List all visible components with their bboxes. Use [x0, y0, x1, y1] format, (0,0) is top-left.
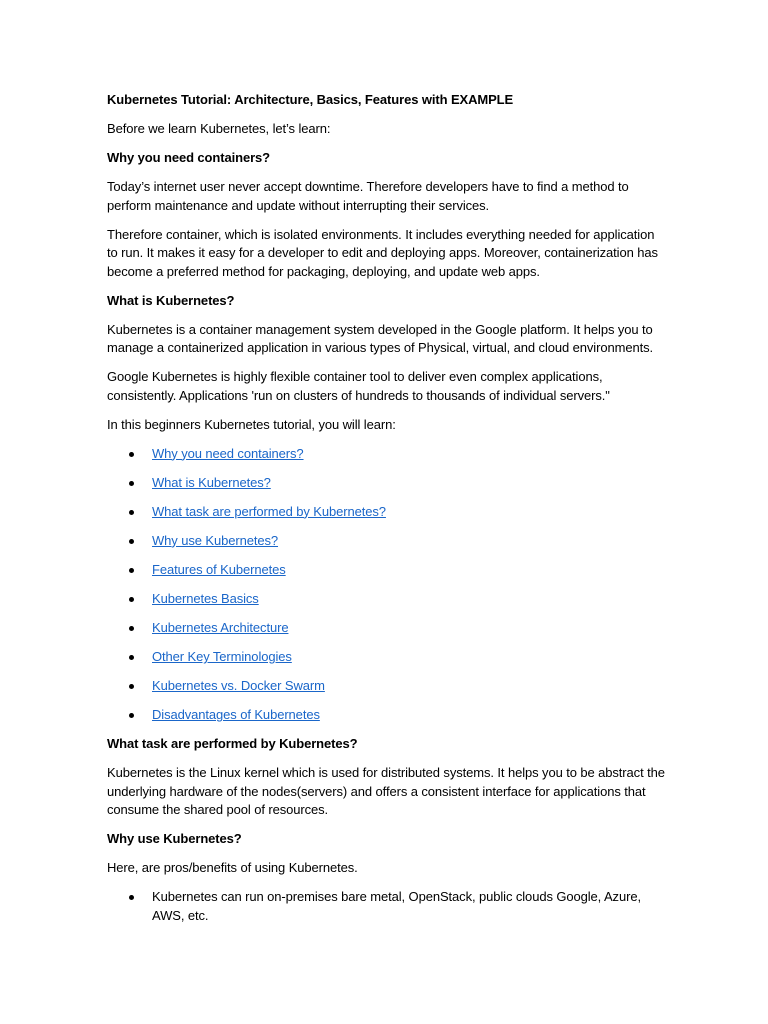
heading-what-is-kubernetes: What is Kubernetes? [107, 292, 235, 308]
toc-link-terminologies[interactable]: Other Key Terminologies [152, 649, 292, 665]
why-use-paragraph: Here, are pros/benefits of using Kubernetes. [107, 860, 358, 876]
benefit-item [107, 888, 667, 925]
bullet-icon [129, 481, 134, 486]
toc-link-tasks[interactable]: What task are performed by Kubernetes? [152, 503, 386, 519]
toc-link-features[interactable]: Features of Kubernetes [152, 561, 286, 577]
toc-link-what-is-kubernetes[interactable]: What is Kubernetes? [152, 474, 271, 490]
toc-item [107, 474, 667, 493]
containers-paragraph-2: Therefore container, which is isolated environments. It includes everything needed for application to run. It makes it easy for a developer to edit and deploying apps. Moreover, containerization has become a preferred method for packaging, deploying, and update web apps. [107, 226, 658, 279]
toc-link-why-containers[interactable]: Why you need containers? [152, 445, 304, 461]
what-is-paragraph-1: Kubernetes is a container management system developed in the Google platform. It helps you to manage a containerized application in various types of Physical, virtual, and cloud environments. [107, 321, 654, 355]
bullet-icon [129, 626, 134, 631]
heading-why-use: Why use Kubernetes? [107, 831, 242, 847]
bullet-icon [129, 510, 134, 515]
toc-item [107, 445, 667, 464]
document-title: Kubernetes Tutorial: Architecture, Basics, Features with EXAMPLE [107, 92, 514, 107]
toc-item [107, 561, 667, 580]
tasks-paragraph: Kubernetes is the Linux kernel which is used for distributed systems. It helps you to be abstract the underlying hardware of the nodes(servers) and offers a consistent interface for applications that consume the shared pool of resources. [107, 765, 665, 818]
document-body [107, 91, 667, 935]
toc-link-vs-docker-swarm[interactable]: Kubernetes vs. Docker Swarm [152, 678, 325, 694]
bullet-icon [129, 597, 134, 602]
toc-item [107, 677, 667, 696]
intro-paragraph: Before we learn Kubernetes, let’s learn: [107, 121, 331, 136]
toc-item [107, 648, 667, 667]
benefit-text: Kubernetes can run on-premises bare metal, OpenStack, public clouds Google, Azure, AWS, etc. [152, 889, 641, 923]
containers-paragraph-1: Today’s internet user never accept downtime. Therefore developers have to find a method to perform maintenance and update without interrupting their services. [107, 179, 629, 213]
benefits-list [107, 888, 667, 925]
bullet-icon [129, 684, 134, 689]
toc-link-why-use[interactable]: Why use Kubernetes? [152, 532, 279, 548]
what-is-paragraph-2: Google Kubernetes is highly flexible container tool to deliver even complex applications, consistently. Applications 'run on clusters of hundreds to thousands of individual servers." [107, 369, 610, 403]
toc-link-disadvantages[interactable]: Disadvantages of Kubernetes [152, 707, 320, 723]
bullet-icon [129, 655, 134, 660]
toc-item [107, 503, 667, 522]
what-is-paragraph-3: In this beginners Kubernetes tutorial, you will learn: [107, 416, 396, 432]
bullet-icon [129, 895, 134, 900]
table-of-contents [107, 445, 667, 725]
toc-item [107, 619, 667, 638]
bullet-icon [129, 568, 134, 573]
bullet-icon [129, 539, 134, 544]
bullet-icon [129, 713, 134, 718]
toc-item [107, 706, 667, 725]
toc-item [107, 532, 667, 551]
heading-why-containers: Why you need containers? [107, 150, 271, 165]
toc-item [107, 590, 667, 609]
bullet-icon [129, 452, 134, 457]
toc-link-basics[interactable]: Kubernetes Basics [152, 590, 259, 606]
toc-link-architecture[interactable]: Kubernetes Architecture [152, 620, 289, 636]
heading-tasks: What task are performed by Kubernetes? [107, 736, 358, 752]
